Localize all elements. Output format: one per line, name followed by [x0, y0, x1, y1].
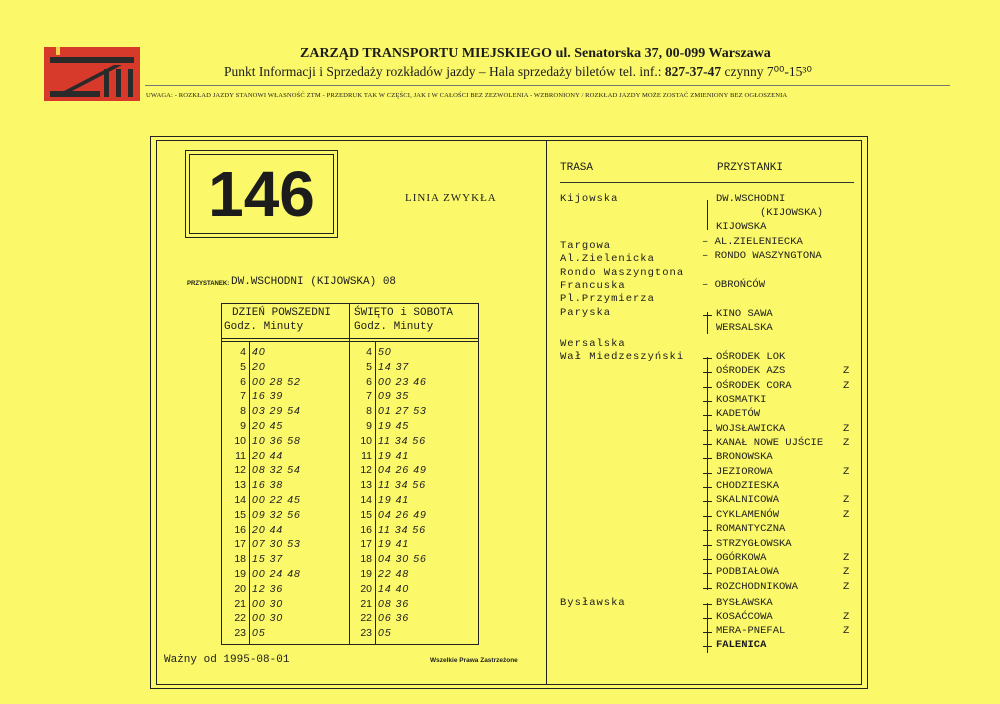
departure-minutes: 04 26 49: [378, 508, 427, 521]
departure-minutes: 05: [378, 627, 392, 640]
departure-hour: 19: [234, 568, 246, 580]
route-stop: KANAŁ NOWE UJŚCIE: [716, 437, 824, 449]
departure-minutes: 00 28 52: [252, 375, 301, 388]
departure-hour: 4: [240, 346, 246, 358]
route-stop: – RONDO WASZYNGTONA: [702, 250, 822, 262]
route-street: Paryska: [560, 307, 612, 319]
route-stop: KOSAĆCOWA: [716, 611, 773, 623]
departure-minutes: 14 40: [378, 582, 410, 595]
route-stop: OŚRODEK CORA: [716, 380, 792, 392]
departure-minutes: 03 29 54: [252, 405, 301, 418]
on-request-flag: Z: [843, 423, 850, 435]
on-request-flag: Z: [843, 437, 850, 449]
departure-minutes: 19 41: [378, 449, 410, 462]
line-number: 146: [208, 158, 315, 230]
route-street: Pl.Przymierza: [560, 293, 655, 305]
route-stop: (KIJOWSKA): [760, 207, 824, 219]
departure-minutes: 20: [252, 360, 266, 373]
departure-hour: 21: [234, 597, 246, 610]
route-stop: CYKLAMENÓW: [716, 509, 780, 521]
route-stop: WERSALSKA: [716, 322, 773, 334]
on-request-flag: Z: [843, 365, 850, 377]
on-request-flag: Z: [843, 566, 850, 578]
departure-hour: 12: [360, 464, 372, 477]
route-stop: OŚRODEK AZS: [716, 365, 786, 377]
route-street: Rondo Waszyngtona: [560, 267, 685, 279]
departure-hour: 23: [360, 627, 372, 640]
departure-hour: 5: [366, 360, 372, 373]
departure-hour: 7: [366, 390, 372, 403]
departure-hour: 23: [234, 627, 246, 640]
departure-minutes: 14 37: [378, 360, 410, 373]
departure-hour: 6: [240, 375, 246, 388]
route-stop: PODBIAŁOWA: [716, 566, 780, 578]
valid-from: Ważny od 1995-08-01: [164, 654, 290, 666]
copyright-warning: UWAGA: - ROZKŁAD JAZDY STANOWI WŁASNOŚĆ ZTM - PRZEDRUK TAK W CZĘŚCI, JAK I W CAŁOŚCI BEZ ZEZWOLENIA - WZBRONIONY / ROZKŁAD JAZDY MOŻE ZOSTAĆ ZMIENIONY BEZ OGŁOSZENIA: [146, 92, 788, 99]
departure-minutes: 00 30: [252, 612, 284, 625]
departure-hour: 17: [234, 538, 246, 551]
departure-hour: 14: [360, 494, 372, 506]
departure-hour: 20: [360, 582, 372, 595]
route-connector: [707, 603, 708, 653]
org-info-text: Punkt Informacji i Sprzedaży rozkładów jazdy – Hala sprzedaży biletów tel. inf.:: [224, 64, 662, 79]
route-stop: SKALNICOWA: [716, 494, 780, 506]
route-connector: [707, 357, 708, 590]
on-request-flag: Z: [843, 380, 850, 392]
departure-hour: 14: [234, 494, 246, 506]
on-request-flag: Z: [843, 494, 850, 506]
weekday-subheader: Godz. Minuty: [224, 321, 304, 333]
route-connector: [707, 200, 708, 230]
departure-hour: 22: [360, 612, 372, 625]
departure-hour: 11: [361, 449, 372, 462]
departure-hour: 16: [234, 523, 246, 536]
route-street: Francuska: [560, 280, 626, 292]
departure-hour: 8: [366, 405, 372, 418]
departure-minutes: 20 45: [252, 420, 284, 432]
departure-minutes: 22 48: [378, 568, 410, 580]
route-stop: BYSŁAWSKA: [716, 597, 773, 609]
route-stop: KADETÓW: [716, 408, 761, 420]
departure-minutes: 08 36: [378, 597, 410, 610]
departure-minutes: 00 24 48: [252, 568, 301, 580]
route-stop: OŚRODEK LOK: [716, 351, 786, 363]
route-stop: DW.WSCHODNI: [716, 193, 786, 205]
line-type: LINIA ZWYKŁA: [405, 192, 497, 204]
weekday-title: DZIEŃ POWSZEDNI: [232, 307, 332, 319]
departure-hour: 12: [234, 464, 246, 477]
departure-hour: 4: [366, 346, 372, 358]
departure-hour: 9: [240, 420, 246, 432]
departure-minutes: 05: [252, 627, 266, 640]
org-phone: 827-37-47: [664, 64, 722, 79]
departure-minutes: 19 41: [378, 538, 410, 551]
on-request-flag: Z: [843, 509, 850, 521]
route-stop: ROMANTYCZNA: [716, 523, 786, 535]
route-stop: WOJSŁAWICKA: [716, 423, 786, 435]
route-stop: – OBROŃCÓW: [702, 279, 766, 291]
departure-minutes: 00 30: [252, 597, 284, 610]
departure-hour: 17: [360, 538, 372, 551]
departure-hour: 13: [360, 479, 372, 492]
departure-hour: 9: [366, 420, 372, 432]
on-request-flag: Z: [843, 625, 850, 637]
departure-minutes: 01 27 53: [378, 405, 427, 418]
departure-minutes: 11 34 56: [378, 523, 427, 536]
route-street: Wał Miedzeszyński: [560, 351, 685, 363]
departure-minutes: 09 32 56: [252, 508, 301, 521]
weekend-title: ŚWIĘTO i SOBOTA: [354, 307, 454, 319]
departure-minutes: 08 32 54: [252, 464, 301, 477]
on-request-flag: Z: [843, 466, 850, 478]
weekend-subheader: Godz. Minuty: [354, 321, 434, 333]
route-street: Wersalska: [560, 338, 626, 350]
departure-minutes: 07 30 53: [252, 538, 301, 551]
route-stop: KIJOWSKA: [716, 221, 767, 233]
route-stop: FALENICA: [716, 639, 767, 651]
departure-minutes: 00 22 45: [252, 494, 301, 506]
departure-hour: 20: [234, 582, 246, 595]
stops-header: PRZYSTANKI: [717, 162, 784, 174]
route-street: Kijowska: [560, 193, 619, 205]
route-stop: – AL.ZIELENIECKA: [702, 236, 803, 248]
departure-hour: 19: [360, 568, 372, 580]
departure-hour: 13: [234, 479, 246, 492]
route-stop: JEZIOROWA: [716, 466, 773, 478]
departure-minutes: 15 37: [252, 553, 284, 566]
departure-minutes: 04 26 49: [378, 464, 427, 477]
route-stop: KINO SAWA: [716, 308, 773, 320]
route-stop: OGÓRKOWA: [716, 552, 767, 564]
departure-minutes: 19 45: [378, 420, 410, 432]
departure-hour: 21: [360, 597, 372, 610]
route-stop: ROZCHODNIKOWA: [716, 581, 798, 593]
departure-minutes: 16 38: [252, 479, 284, 492]
org-hours: czynny 7⁰⁰-15³⁰: [724, 64, 812, 79]
route-stop: STRZYGŁOWSKA: [716, 538, 792, 550]
departure-hour: 15: [360, 508, 372, 521]
route-street: Al.Zielenicka: [560, 253, 655, 265]
departure-hour: 10: [360, 434, 372, 447]
route-stop: KOSMATKI: [716, 394, 767, 406]
departure-minutes: 00 23 46: [378, 375, 427, 388]
route-stop: BRONOWSKA: [716, 451, 773, 463]
departure-minutes: 11 34 56: [378, 479, 427, 492]
departure-hour: 10: [234, 434, 246, 447]
departure-hour: 22: [234, 612, 246, 625]
on-request-flag: Z: [843, 611, 850, 623]
departure-minutes: 09 35: [378, 390, 410, 403]
departure-minutes: 20 44: [252, 523, 284, 536]
departure-hour: 7: [240, 390, 246, 403]
route-connector: [707, 312, 708, 334]
departure-hour: 15: [234, 508, 246, 521]
route-header: TRASA: [560, 162, 594, 174]
departure-hour: 6: [366, 375, 372, 388]
departure-minutes: 10 36 58: [252, 434, 301, 447]
departure-minutes: 16 39: [252, 390, 284, 403]
stop-label: PRZYSTANEK:: [187, 281, 230, 287]
departure-minutes: 20 44: [252, 449, 284, 462]
departure-hour: 18: [234, 553, 246, 566]
route-stop: CHODZIESKA: [716, 480, 780, 492]
departure-minutes: 12 36: [252, 582, 284, 595]
departure-minutes: 19 41: [378, 494, 410, 506]
stop-name: DW.WSCHODNI (KIJOWSKA) 08: [231, 276, 397, 288]
departure-hour: 8: [240, 405, 246, 418]
rights-reserved: Wszelkie Prawa Zastrzeżone: [430, 657, 518, 664]
route-stop: MERA-PNEFAL: [716, 625, 786, 637]
route-street: Bysławska: [560, 597, 626, 609]
departure-hour: 16: [360, 523, 372, 536]
on-request-flag: Z: [843, 581, 850, 593]
route-street: Targowa: [560, 240, 612, 252]
departure-hour: 5: [240, 360, 246, 373]
departure-hour: 11: [235, 449, 246, 462]
on-request-flag: Z: [843, 552, 850, 564]
departure-minutes: 06 36: [378, 612, 410, 625]
departure-minutes: 40: [252, 346, 266, 358]
org-name: ZARZĄD TRANSPORTU MIEJSKIEGO ul. Senatorska 37, 00-099 Warszawa: [300, 46, 771, 61]
departure-hour: 18: [360, 553, 372, 566]
departure-minutes: 11 34 56: [378, 434, 427, 447]
departure-minutes: 04 30 56: [378, 553, 427, 566]
departure-minutes: 50: [378, 346, 392, 358]
